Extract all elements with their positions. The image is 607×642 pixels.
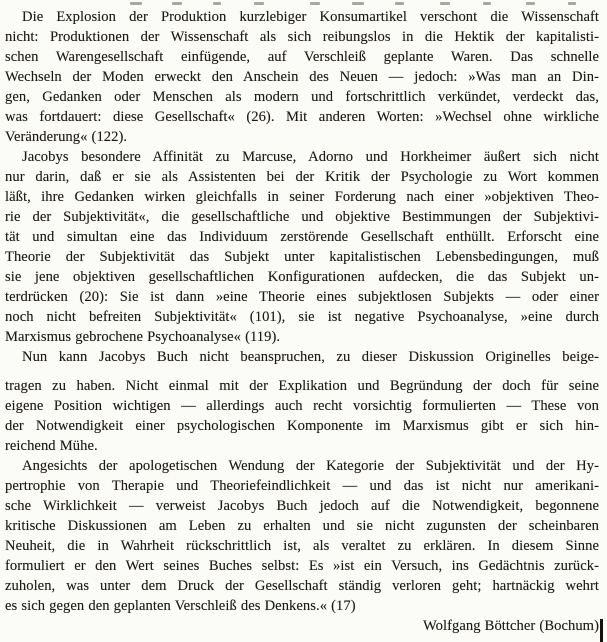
scan-artifact-dash [172,2,182,5]
text-line: Veränderung« (122). [5,129,128,145]
text-line: Nun kann Jacobys Buch nicht beanspruchen, zu dieser Diskussion Originelles beige- [22,349,599,365]
text-line: Marxismus gebrochene Psychoanalyse« (119). [5,329,281,345]
text-line: sie jene objektiven gesellschaftlichen Konfigurationen aufdecken, die das Subjekt un- [5,269,599,285]
scan-artifact-dash [130,2,142,5]
text-line: schen Warengesellschaft einfügende, auf Verschleiß geplante Waren. Das schnelle [5,49,599,65]
text-line: läßt, ihre Gedanken wirken gleichfalls in seiner Forderung nach einer »objektiven Theo- [5,189,599,205]
text-line: kritische Diskussionen am Leben zu erhalten und sie nicht zugunsten der scheinbaren [5,518,599,534]
text-line: was fortdauert: diese Gesellschaft« (26). Mit anderen Worten: »Wechsel ohne wirkliche [5,109,599,125]
text-line: Theorie der Subjektivität das Subjekt unter kapitalistischen Lebensbedingungen, muß [5,249,599,265]
text-line: terdrücken (20): Sie ist dann »eine Theorie eines subjektlosen Subjekts — oder einer [5,289,599,305]
scan-artifact-dash [483,2,491,5]
scan-artifact-edge-mark [600,619,603,642]
text-line: Wechseln der Moden erweckt den Anschein des Neuen — jedoch: »Was man an Din- [5,69,599,85]
text-line: noch nicht befreiten Subjektivität« (101), sie ist negative Psychoanalyse, »eine durch [5,309,599,325]
scan-artifact-dash [352,2,364,5]
text-line: reichend Mühe. [5,438,98,454]
text-line: Angesichts der apologetischen Wendung der Kategorie der Subjektivität und der Hy- [22,458,599,474]
text-line: Neuheit, die in Wahrheit rückschrittlich ist, als veraltet zu erklären. In diesem Sinne [5,538,599,554]
reviewer-signature: Wolfgang Böttcher (Bochum) [422,618,599,634]
scan-artifact-dash [395,2,404,5]
text-line: gen, Gedanken oder Menschen als modern und fortschrittlich verkündet, verdeckt das, [5,89,599,105]
text-line: Die Explosion der Produktion kurzlebiger Konsumartikel verschont die Wissenschaft [22,9,599,25]
text-line: nicht: Produktionen der Wissenschaft als sich reibungslos in die Hektik der kapitalisti- [5,29,599,45]
scan-artifact-dash [440,2,450,5]
scan-artifact-dash [568,2,576,5]
scan-artifact-dash [213,2,221,5]
text-line: der Notwendigkeit einer psychologischen Komponente im Marxismus gibt er sich hin- [5,418,599,434]
text-line: rie der Subjektivität«, die gesellschaftliche und objektive Bestimmungen der Subjektivi- [5,209,599,225]
text-line: eigene Position wichtigen — allerdings auch recht vorsichtig formulierten — These von [5,398,599,414]
text-line: es sich gegen den geplanten Verschleiß des Denkens.« (17) [5,598,356,614]
text-line: tät und simultan eine das Individuum zerstörende Gesellschaft enthüllt. Erforscht eine [5,229,599,245]
review-text-block [5,7,599,636]
text-line: formuliert er den Wert seines Buches selbst: Es »ist ein Versuch, ins Gedächtnis zurück- [5,558,599,574]
text-line: Jacobys besondere Affinität zu Marcuse, Adorno und Horkheimer äußert sich nicht [22,149,599,165]
text-line: zuholen, was unter dem Druck der Gesellschaft ständig verloren geht; hartnäckig wehrt [5,578,599,594]
scan-artifact-dash [526,2,535,5]
text-line: pertrophie von Therapie und Theoriefeindlichkeit — und das ist nicht nur amerikani- [5,478,599,494]
scan-artifact-dash [254,2,264,5]
text-line: tragen zu haben. Nicht einmal mit der Explikation und Begründung der doch für seine [5,378,599,394]
text-line: nur darin, daß er sie als Assistenten bei der Kritik der Psychologie zu Wort kommen [5,169,599,185]
scan-artifact-dash [310,2,320,5]
text-line: sche Wirklichkeit — verweist Jacobys Buch jedoch auf die Notwendigkeit, begonnene [5,498,599,514]
